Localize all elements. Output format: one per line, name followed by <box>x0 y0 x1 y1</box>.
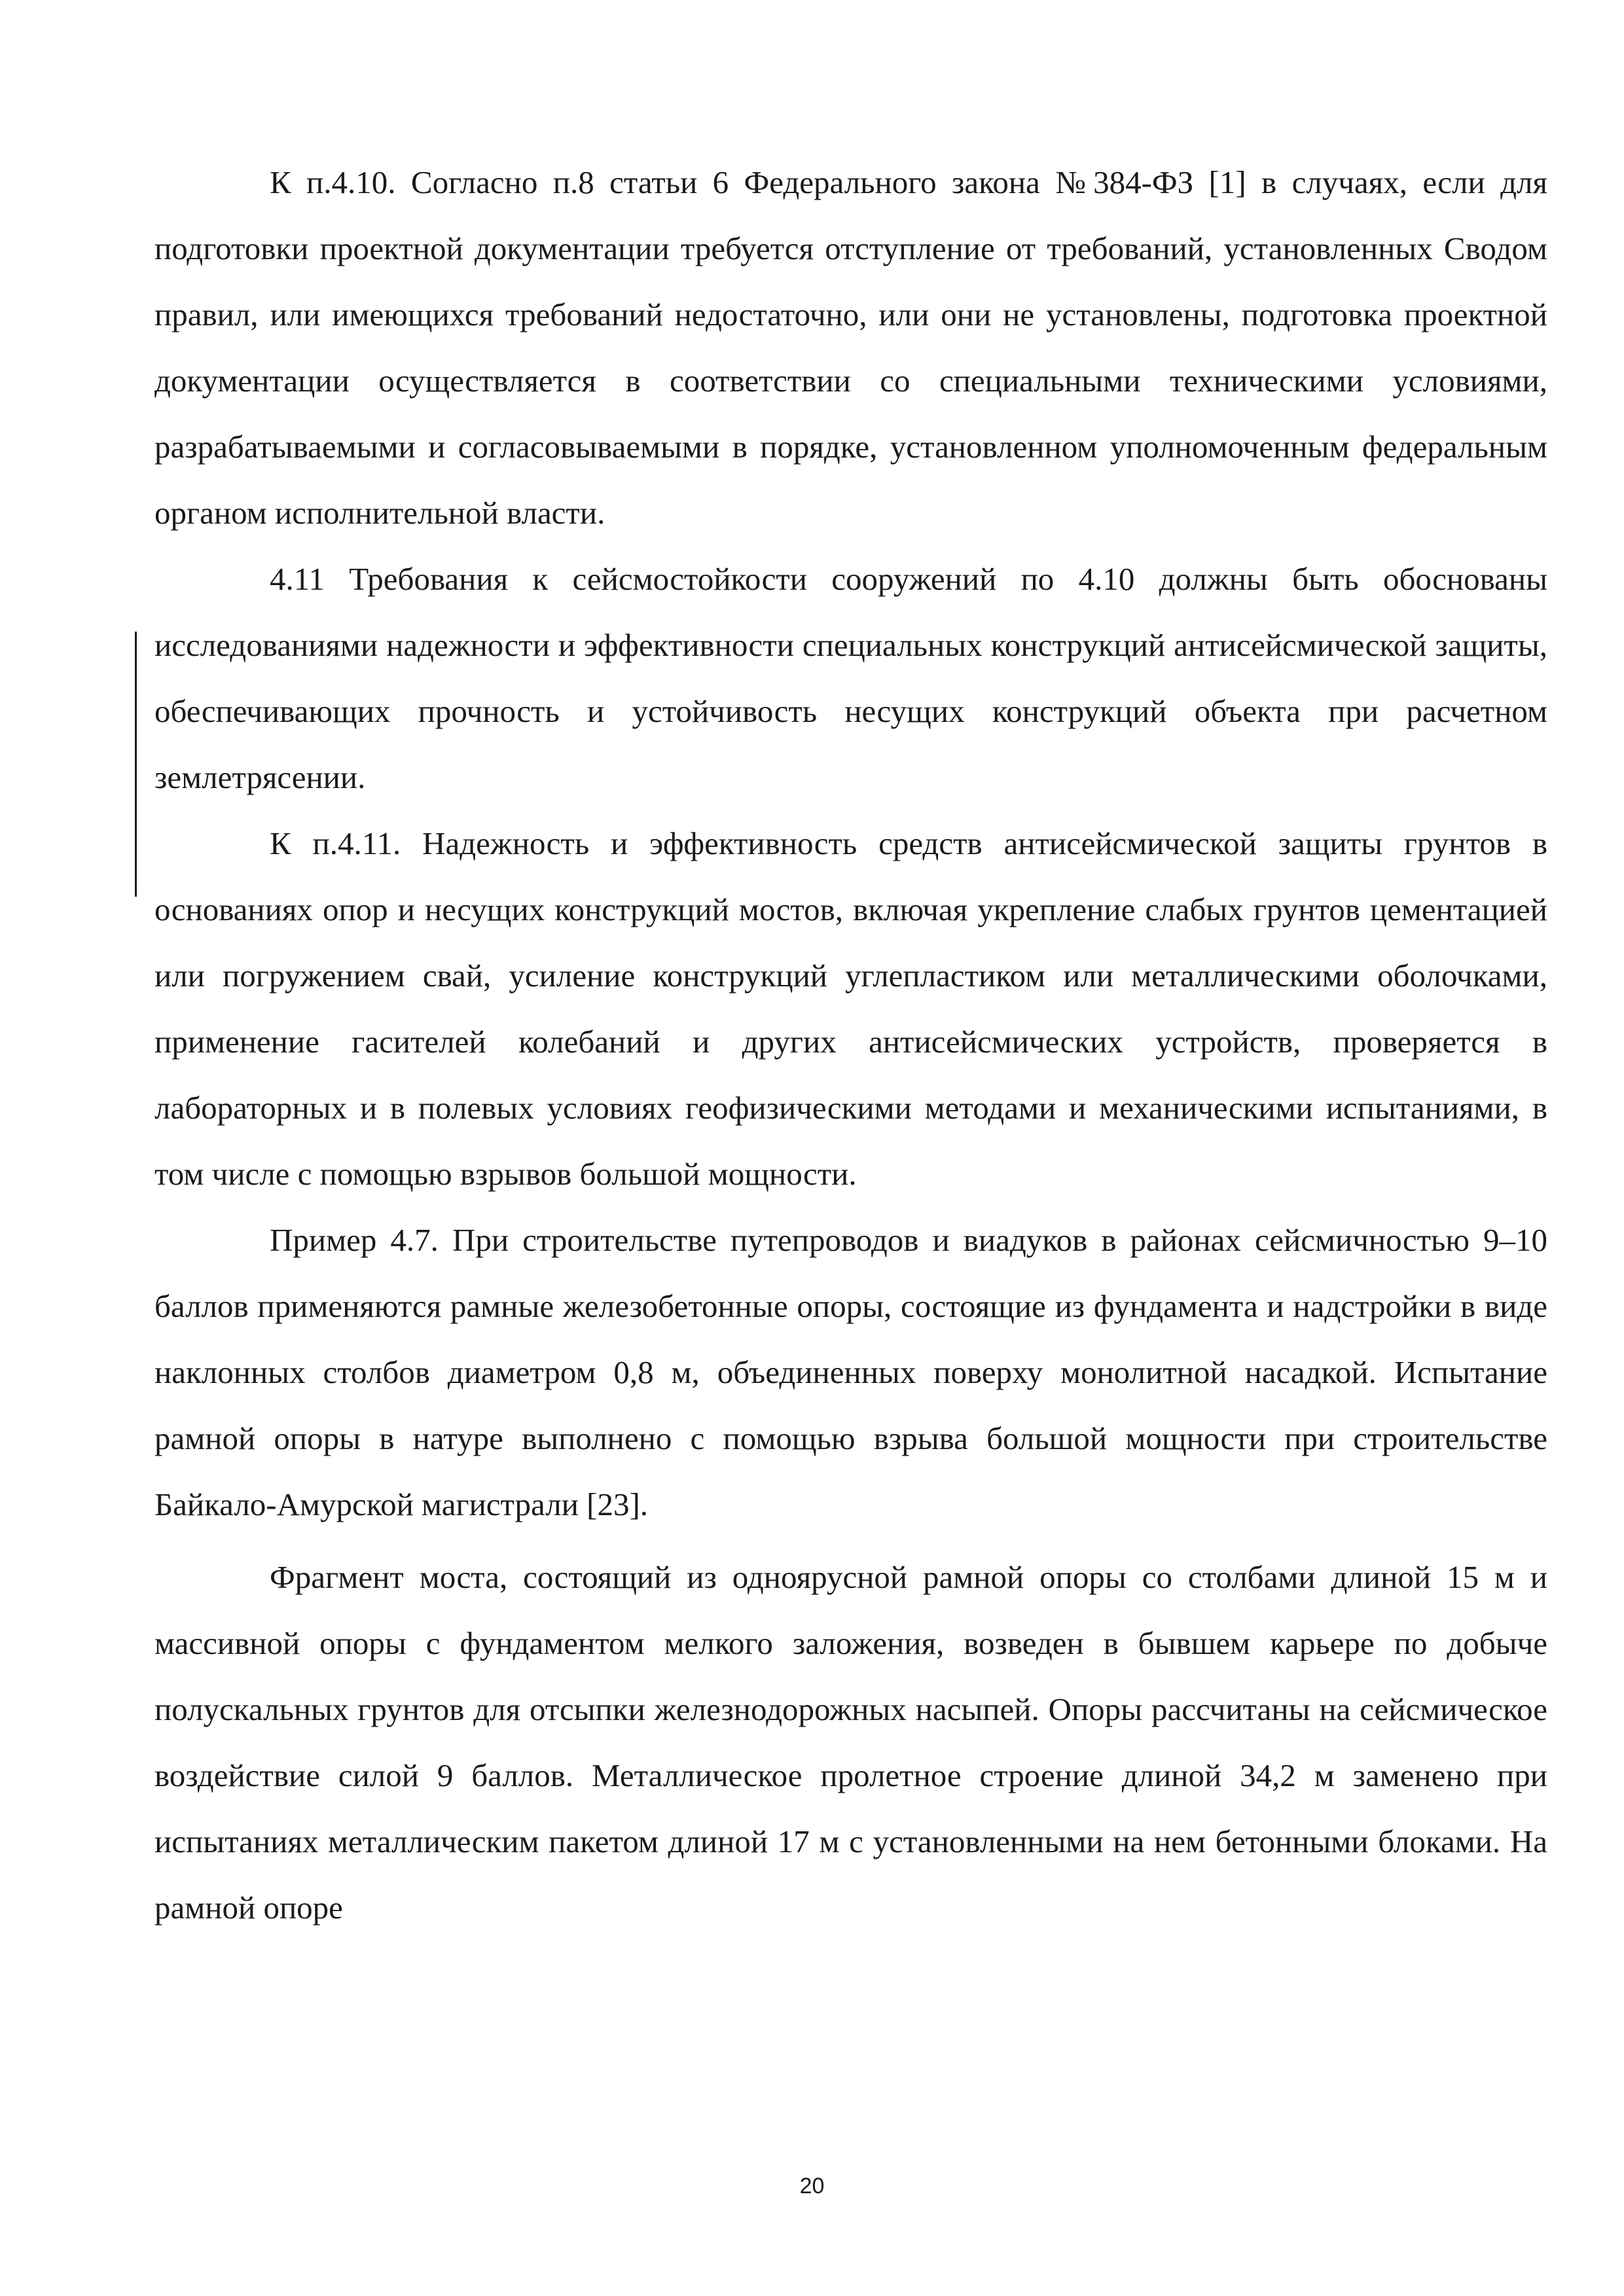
page-number: 20 <box>799 2174 825 2198</box>
paragraph-k-p-4-11: К п.4.11. Надежность и эффективность средств антисейсмической защиты грунтов в основаниях опор и несущих конструкций мостов, включая укрепление слабых грунтов цементацией или погружением свай, усиление конструкций углепластиком или металлическими оболочками, применение гасителей колебаний и других антисейсмических устройств, проверяется в лабораторных и в полевых условиях геофизическими методами и механическими испытаниями, в том числе с помощью взрывов большой мощности. <box>154 825 1547 1192</box>
revision-change-bar <box>135 632 137 897</box>
paragraph-bridge-fragment: Фрагмент моста, состоящий из одноярусной рамной опоры со столбами длиной 15 м и массивной опоры с фундаментом мелкого заложения, возведен в бывшем карьере по добыче полускальных грунтов для отсыпки железнодорожных насыпей. Опоры рассчитаны на сейсмическое воздействие силой 9 баллов. Металлическое пролетное строение длиной 34,2 м заменено при испытаниях металлическим пакетом длиной 17 м с установленными на нем бетонными блоками. На рамной опоре <box>154 1559 1547 1926</box>
paragraph-4-11-requirements: 4.11 Требования к сейсмостойкости сооружений по 4.10 должны быть обоснованы исследованиями надежности и эффективности специальных конструкций антисейсмической защиты, обеспечивающих прочность и устойчивость несущих конструкций объекта при расчетном землетрясении. <box>154 561 1547 795</box>
paragraph-k-p-4-10: К п.4.10. Согласно п.8 статьи 6 Федерального закона №384-ФЗ [1] в случаях, если для подготовки проектной документации требуется отступление от требований, установленных Сводом правил, или имеющихся требований недостаточно, или они не установлены, подготовка проектной документации осуществляется в соответствии со специальными техническими условиями, разрабатываемыми и согласовываемыми в порядке, установленном уполномоченным федеральным органом исполнительной власти. <box>154 164 1547 531</box>
paragraph-example-4-7: Пример 4.7. При строительстве путепроводов и виадуков в районах сейсмичностью 9–10 баллов применяются рамные железобетонные опоры, состоящие из фундамента и надстройки в виде наклонных столбов диаметром 0,8 м, объединенных поверху монолитной насадкой. Испытание рамной опоры в натуре выполнено с помощью взрыва большой мощности при строительстве Байкало-Амурской магистрали [23]. <box>154 1222 1547 1522</box>
body-text <box>154 149 1547 1941</box>
